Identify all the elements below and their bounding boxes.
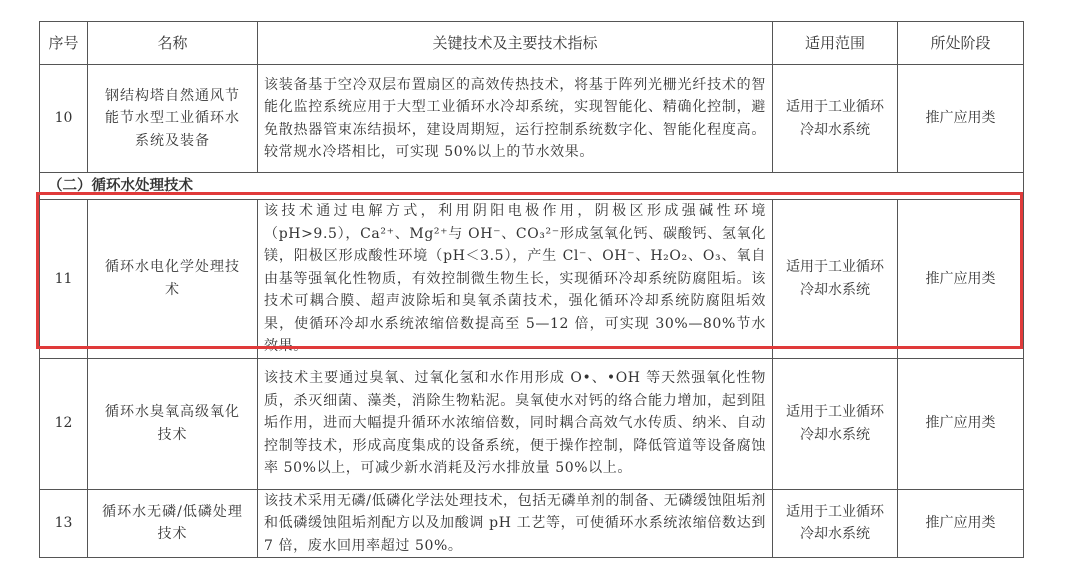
header-name: 名称 xyxy=(88,22,258,65)
row-scope: 适用于工业循环冷却水系统 xyxy=(773,65,898,173)
row-no: 11 xyxy=(40,200,88,359)
table-row xyxy=(40,65,1024,173)
section-row xyxy=(40,173,1024,200)
row-stage: 推广应用类 xyxy=(898,65,1024,173)
table-row xyxy=(40,358,1024,489)
table-row xyxy=(40,200,1024,359)
technology-table xyxy=(39,21,1024,558)
row-desc: 该技术主要通过臭氧、过氧化氢和水作用形成 O•、•OH 等天然强氧化性物质，杀灭细菌、藻类，消除生物粘泥。臭氧使水对钙的络合能力增加，起到阻垢作用，进而大幅提升循环水浓缩倍数，同时耦合高效气水传质、纳米、自动控制等技术，形成高度集成的设备系统，便于操作控制，降低管道等设备腐蚀率 50%以上，可减少新水消耗及污水排放量 50%以上。 xyxy=(258,358,773,489)
header-scope: 适用范围 xyxy=(773,22,898,65)
table-row xyxy=(40,489,1024,558)
section-title: （二）循环水处理技术 xyxy=(40,173,1024,200)
row-name: 循环水臭氧高级氧化技术 xyxy=(88,358,258,489)
row-scope: 适用于工业循环冷却水系统 xyxy=(773,200,898,359)
row-desc: 该装备基于空冷双层布置扇区的高效传热技术，将基于阵列光栅光纤技术的智能化监控系统应用于大型工业循环水冷却系统，实现智能化、精确化控制，避免散热器管束冻结损坏，建设周期短，运行控制系统数字化、智能化程度高。较常规水冷塔相比，可实现 50%以上的节水效果。 xyxy=(258,65,773,173)
row-stage: 推广应用类 xyxy=(898,200,1024,359)
row-name: 循环水无磷/低磷处理技术 xyxy=(88,489,258,558)
row-name: 循环水电化学处理技术 xyxy=(88,200,258,359)
header-desc: 关键技术及主要技术指标 xyxy=(258,22,773,65)
row-no: 13 xyxy=(40,489,88,558)
row-desc: 该技术通过电解方式，利用阴阳电极作用，阴极区形成强碱性环境（pH>9.5），Ca²⁺、Mg²⁺与 OH⁻、CO₃²⁻形成氢氧化钙、碳酸钙、氢氧化镁，阳极区形成酸性环境（pH＜3.5），产生 Cl⁻、OH⁻、H₂O₂、O₃、氧自由基等强氧化性物质，有效控制微生物生长，实现循环冷却系统防腐阻垢。该技术可耦合膜、超声波除垢和臭氧杀菌技术，强化循环冷却系统防腐阻垢效果，使循环冷却水系统浓缩倍数提高至 5—12 倍，可实现 30%—80%节水效果。 xyxy=(258,200,773,359)
row-desc: 该技术采用无磷/低磷化学法处理技术，包括无磷单剂的制备、无磷缓蚀阻垢剂和低磷缓蚀阻垢剂配方以及加酸调 pH 工艺等，可使循环水系统浓缩倍数达到 7 倍，废水回用率超过 50%。 xyxy=(258,489,773,558)
row-stage: 推广应用类 xyxy=(898,489,1024,558)
row-name: 钢结构塔自然通风节能节水型工业循环水系统及装备 xyxy=(88,65,258,173)
row-no: 10 xyxy=(40,65,88,173)
table-header-row xyxy=(40,22,1024,65)
row-scope: 适用于工业循环冷却水系统 xyxy=(773,489,898,558)
row-stage: 推广应用类 xyxy=(898,358,1024,489)
header-no: 序号 xyxy=(40,22,88,65)
row-no: 12 xyxy=(40,358,88,489)
header-stage: 所处阶段 xyxy=(898,22,1024,65)
row-scope: 适用于工业循环冷却水系统 xyxy=(773,358,898,489)
